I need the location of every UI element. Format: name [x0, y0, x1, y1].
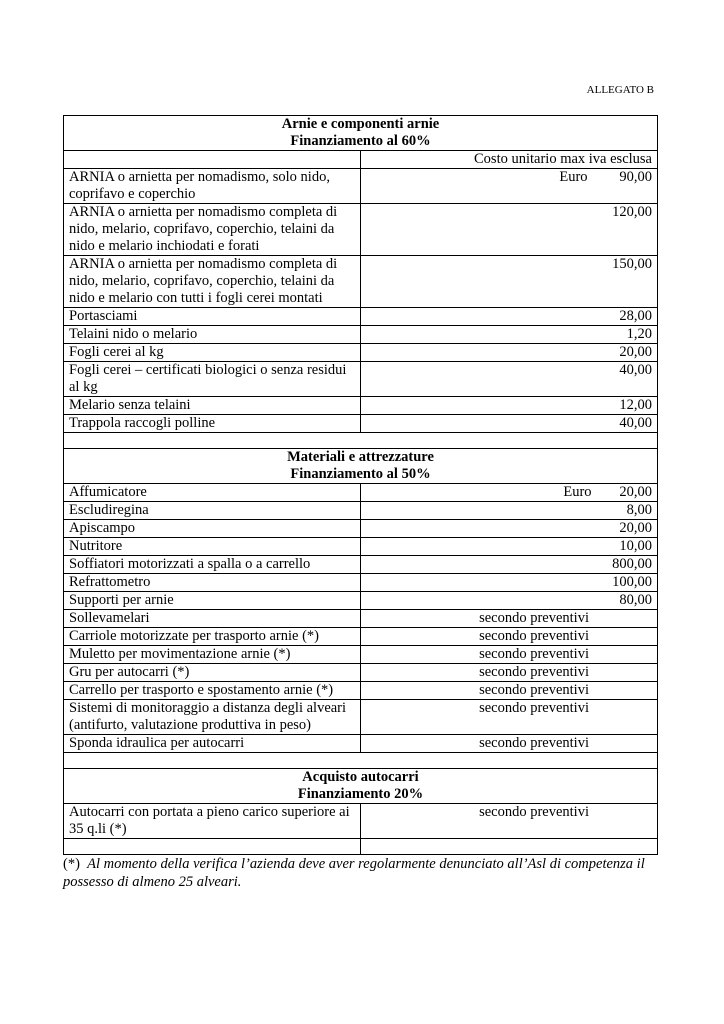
spacer-row — [64, 753, 658, 769]
item-cell: Carriole motorizzate per trasporto arnie (*) — [64, 628, 361, 646]
price-table — [63, 115, 658, 855]
item-cell: Soffiatori motorizzati a spalla o a carrello — [64, 556, 361, 574]
price-cell: 10,00 — [361, 538, 658, 556]
item-cell: Escludiregina — [64, 502, 361, 520]
item-cell: Carrello per trasporto e spostamento arnie (*) — [64, 682, 361, 700]
price-cell: 28,00 — [361, 308, 658, 326]
price-cell: 20,00 — [361, 520, 658, 538]
table-row — [64, 574, 658, 592]
table-row — [64, 538, 658, 556]
footnote-text: Al momento della verifica l’azienda deve aver regolarmente denunciato all’Asl di competenza il possesso di almeno 25 alveari. — [63, 856, 645, 890]
table-row — [64, 484, 658, 502]
table-row — [64, 664, 658, 682]
table-row — [64, 256, 658, 308]
item-cell: Muletto per movimentazione arnie (*) — [64, 646, 361, 664]
price-cell: 80,00 — [361, 592, 658, 610]
table-row — [64, 326, 658, 344]
section-header — [64, 449, 658, 484]
item-cell: Telaini nido o melario — [64, 326, 361, 344]
table-row — [64, 344, 658, 362]
item-cell: Sistemi di monitoraggio a distanza degli alveari (antifurto, valutazione produttiva in peso) — [64, 700, 361, 735]
footnote — [63, 855, 663, 891]
table-row — [64, 204, 658, 256]
table-row — [64, 502, 658, 520]
section-title: Arnie e componenti arnie — [281, 116, 440, 132]
price-cell: secondo preventivi — [361, 664, 658, 682]
price-cell: 150,00 — [361, 256, 658, 308]
item-cell: Nutritore — [64, 538, 361, 556]
spacer-row — [64, 433, 658, 449]
price-cell: 120,00 — [361, 204, 658, 256]
price-cell: 20,00 — [361, 344, 658, 362]
section-title: Acquisto autocarri — [302, 769, 419, 785]
item-cell: Refrattometro — [64, 574, 361, 592]
table-row — [64, 397, 658, 415]
price-cell: 40,00 — [361, 362, 658, 397]
price-cell: secondo preventivi — [361, 628, 658, 646]
price-cell: Euro 20,00 — [361, 484, 658, 502]
section-subtitle: Finanziamento al 60% — [290, 133, 431, 149]
price-cell: secondo preventivi — [361, 682, 658, 700]
price-cell: secondo preventivi — [361, 735, 658, 753]
table-row — [64, 415, 658, 433]
table-row — [64, 628, 658, 646]
price-cell: 1,20 — [361, 326, 658, 344]
price-cell: secondo preventivi — [361, 700, 658, 735]
table-row — [64, 169, 658, 204]
table-row — [64, 646, 658, 664]
table-row — [64, 592, 658, 610]
euro-label: Euro — [563, 484, 592, 500]
price-cell: secondo preventivi — [361, 610, 658, 628]
price-cell: secondo preventivi — [361, 646, 658, 664]
price-cell: 100,00 — [361, 574, 658, 592]
table-row — [64, 682, 658, 700]
table-row — [64, 362, 658, 397]
euro-label: Euro — [559, 169, 588, 185]
item-cell: Autocarri con portata a pieno carico superiore ai 35 q.li (*) — [64, 804, 361, 839]
section-subtitle: Finanziamento al 50% — [290, 466, 431, 482]
table-row — [64, 520, 658, 538]
price-cell: 12,00 — [361, 397, 658, 415]
item-cell: Fogli cerei al kg — [64, 344, 361, 362]
price-cell: 8,00 — [361, 502, 658, 520]
section-header — [64, 769, 658, 804]
price-cell: 40,00 — [361, 415, 658, 433]
section-subtitle: Finanziamento 20% — [297, 786, 424, 802]
spacer-row — [64, 839, 658, 855]
table-row — [64, 610, 658, 628]
price-cell: 800,00 — [361, 556, 658, 574]
item-cell: Melario senza telaini — [64, 397, 361, 415]
section-header — [64, 116, 658, 151]
footnote-marker: (*) — [63, 856, 80, 872]
section-title: Materiali e attrezzature — [287, 449, 434, 465]
item-cell: Fogli cerei – certificati biologici o senza residui al kg — [64, 362, 361, 397]
item-cell: Sollevamelari — [64, 610, 361, 628]
item-cell: ARNIA o arnietta per nomadismo completa di nido, melario, coprifavo, coperchio, telaini da nido e melario con tutti i fogli cerei montati — [64, 256, 361, 308]
item-cell: ARNIA o arnietta per nomadismo, solo nido, coprifavo e coperchio — [64, 169, 361, 204]
item-cell: Gru per autocarri (*) — [64, 664, 361, 682]
cost-header-row — [64, 151, 658, 169]
item-cell: Apiscampo — [64, 520, 361, 538]
item-cell: Trappola raccogli polline — [64, 415, 361, 433]
table-row — [64, 556, 658, 574]
price-cell: secondo preventivi — [361, 804, 658, 839]
allegato-label: ALLEGATO B — [586, 84, 654, 96]
item-cell: Portasciami — [64, 308, 361, 326]
table-row — [64, 700, 658, 735]
item-cell: ARNIA o arnietta per nomadismo completa di nido, melario, coprifavo, coperchio, telaini da nido e melario inchiodati e forati — [64, 204, 361, 256]
item-cell: Supporti per arnie — [64, 592, 361, 610]
table-row — [64, 735, 658, 753]
table-row — [64, 308, 658, 326]
cost-header: Costo unitario max iva esclusa — [361, 151, 658, 169]
item-cell: Sponda idraulica per autocarri — [64, 735, 361, 753]
price-cell: Euro 90,00 — [361, 169, 658, 204]
table-row — [64, 804, 658, 839]
item-cell: Affumicatore — [64, 484, 361, 502]
